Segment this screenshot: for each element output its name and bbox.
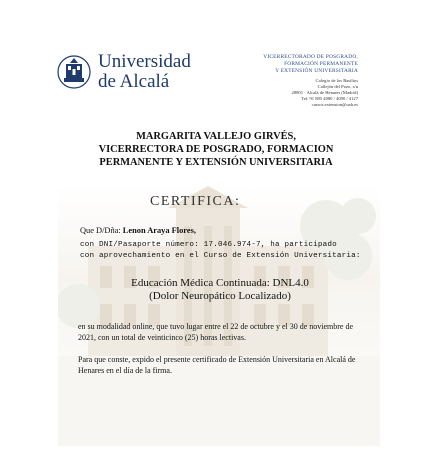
building-background-image — [58, 186, 380, 446]
recipient-prefix: Que D/Dña: — [80, 226, 121, 235]
email-line: cursos.extension@uah.es — [311, 102, 358, 107]
signatory-title — [60, 130, 372, 169]
title-line: VICERRECTORA DE POSGRADO, FORMACION — [98, 144, 334, 155]
recipient-name: Lenon Araya Flores, — [122, 226, 196, 235]
title-line: MARGARITA VALLEJO GIRVÉS, — [136, 131, 296, 142]
address-line: Callejón del Pozo, s/n — [317, 84, 358, 89]
office-block — [238, 54, 358, 108]
course-title — [60, 277, 380, 303]
office-line: FORMACIÓN PERMANENTE — [284, 61, 358, 67]
dni-block — [80, 240, 370, 262]
dni-line: con DNI/Pasaporte número: 17.046.974-7, ha participado — [80, 241, 337, 249]
university-seal-icon — [56, 54, 92, 90]
address-line: Tel: 91 885 4080 / 4090 / 4127 — [301, 96, 358, 101]
certifica-heading: CERTIFICA: — [150, 194, 241, 209]
address-line: 28801 · Alcalá de Henares (Madrid) — [291, 90, 358, 95]
office-line: Y EXTENSIÓN UNIVERSITARIA — [275, 68, 358, 74]
title-line: PERMANENTE Y EXTENSIÓN UNIVERSITARIA — [99, 157, 333, 168]
university-name-line1: Universidad — [98, 51, 191, 72]
university-name-line2: de Alcalá — [98, 70, 170, 92]
address-line: Colegio de los Basilios — [315, 78, 358, 83]
course-name: Educación Médica Continuada: DNL4.0 — [131, 277, 309, 289]
course-details-paragraph: en su modalidad online, que tuvo lugar entre el 22 de octubre y el 30 de noviembre de 2021, con un total de veinticinco (25) horas lectivas. — [78, 322, 354, 342]
university-logo — [56, 52, 191, 92]
office-line: VICERRECTORADO DE POSGRADO, — [263, 54, 358, 60]
participation-line: con aprovechamiento en el Curso de Extensión Universitaria: — [80, 252, 361, 260]
recipient-line — [80, 226, 196, 235]
course-subtitle: (Dolor Neuropático Localizado) — [149, 290, 291, 302]
closing-paragraph: Para que conste, expido el presente certificado de Extensión Universitaria en Alcalá de Henares en el día de la firma. — [78, 355, 356, 375]
